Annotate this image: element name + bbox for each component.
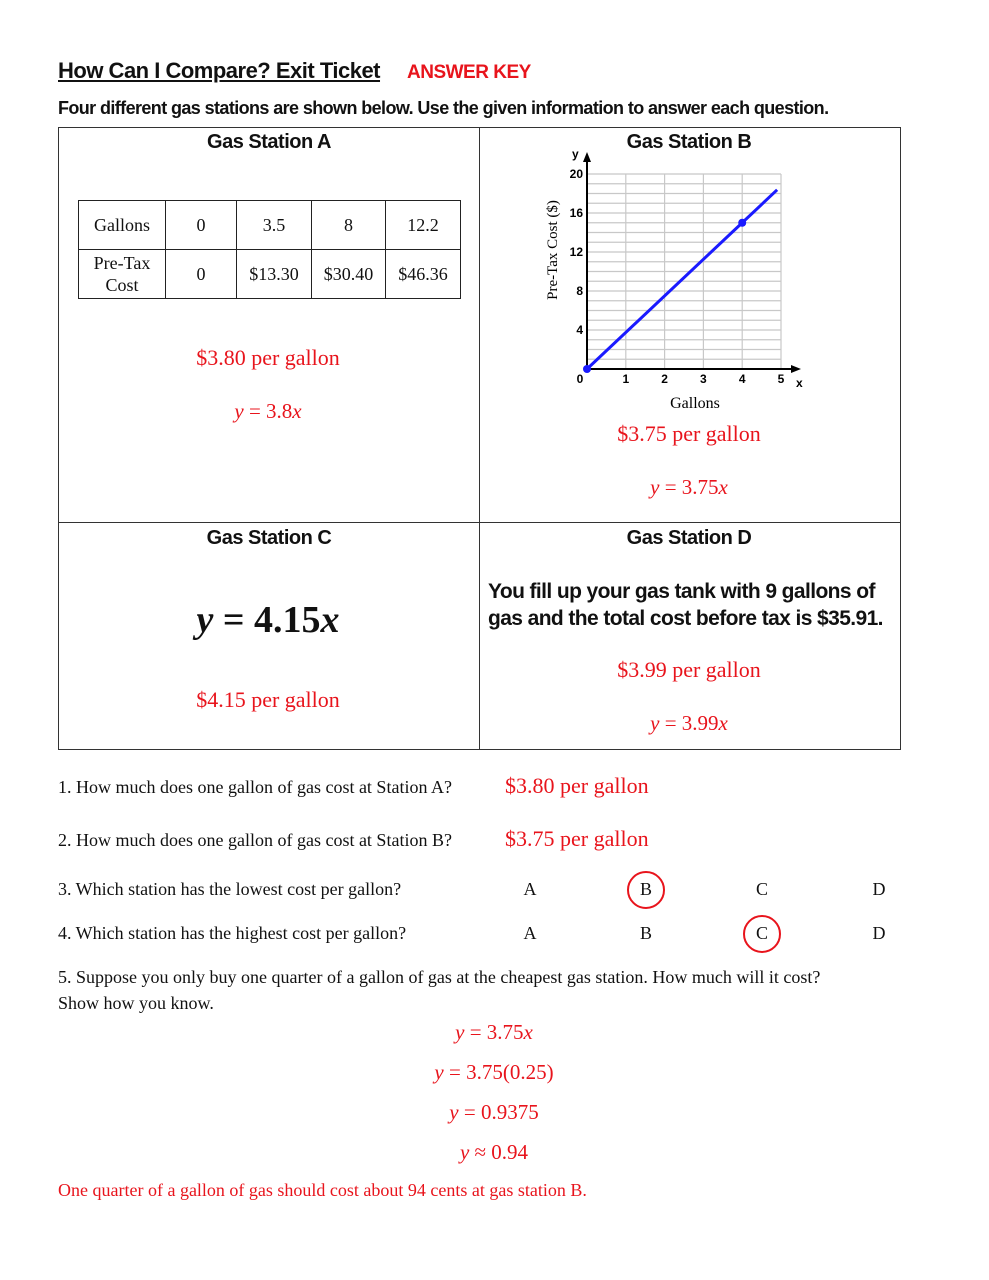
page-title: How Can I Compare? Exit Ticket [58,58,381,83]
selected-answer-circle [627,871,665,909]
y-axis-label: Pre-Tax Cost ($) [545,200,561,300]
table-row [79,250,461,299]
work-line-4 [460,1140,528,1165]
question-1-answer: $3.80 per gallon [505,773,649,798]
station-c-equation [196,598,339,642]
eq-text: = 3.75 [464,1020,524,1044]
instructions: Four different gas stations are shown below. Use the given information to answer each question. [58,98,829,118]
eq-var: y [434,1060,444,1084]
data-point [738,219,746,227]
y-tick-label: 4 [576,323,583,337]
eq-text: = 3.75 [659,475,719,499]
eq-text: = 3.99 [659,711,719,735]
eq-var: y [196,599,214,641]
question-2-answer: $3.75 per gallon [505,826,649,851]
y-axis-arrow-icon [583,152,591,162]
table-cell: 12.2 [386,201,461,250]
table-cell: 0 [166,201,237,250]
q3-option-b[interactable]: B [639,879,653,899]
x-tick-label: 1 [622,372,630,386]
eq-var: y [455,1020,465,1044]
eq-var: y [459,1140,470,1164]
eq-var: x [718,475,728,499]
y-tick-label: 12 [569,245,583,259]
table-cell: 3.5 [237,201,312,250]
table-cell: $46.36 [386,250,461,299]
x-tick-label: 0 [576,372,584,386]
y-axis-letter: y [572,147,579,161]
eq-text: = 3.8 [243,399,293,423]
divider [479,127,480,749]
table-cell: $30.40 [312,250,386,299]
q4-option-c[interactable]: C [755,923,769,943]
eq-var: x [523,1020,533,1044]
station-b-answer: $3.75 per gallon [617,421,761,446]
eq-text: ≈ 0.94 [469,1140,529,1164]
table-cell: Gallons [79,201,166,250]
station-a-table [78,200,461,299]
question-5: 5. Suppose you only buy one quarter of a gallon of gas at the cheapest gas station. How much will it cost? [58,967,821,987]
question-1: 1. How much does one gallon of gas cost at Station A? [58,777,452,797]
eq-var: x [320,599,340,641]
q4-option-b[interactable]: B [639,923,653,943]
conclusion: One quarter of a gallon of gas should cost about 94 cents at gas station B. [58,1180,587,1200]
x-tick-label: 5 [777,372,785,386]
station-d-equation [650,711,728,736]
table-cell: 0 [166,250,237,299]
work-line-2 [434,1060,553,1085]
eq-var: y [650,711,660,735]
series-line [587,190,777,369]
x-axis-label: Gallons [670,395,720,412]
selected-answer-circle [743,915,781,953]
y-tick-label: 16 [569,206,583,220]
eq-var: y [449,1100,459,1124]
x-tick-label: 3 [700,372,707,386]
table-cell: $13.30 [237,250,312,299]
x-axis-arrow-icon [791,365,801,373]
table-cell: Pre-Tax Cost [79,250,166,299]
eq-text: = 0.9375 [458,1100,539,1124]
station-d-description: You fill up your gas tank with 9 gallons of gas and the total cost before tax is $35.91. [488,580,883,630]
eq-var: y [650,475,660,499]
station-c-answer: $4.15 per gallon [196,687,340,712]
q3-option-d[interactable]: D [872,879,886,899]
x-tick-label: 4 [738,372,746,386]
eq-text: = 4.15 [213,599,321,641]
station-d-answer: $3.99 per gallon [617,657,761,682]
answer-key-label: ANSWER KEY [407,62,531,83]
q4-option-d[interactable]: D [872,923,886,943]
table-cell: 8 [312,201,386,250]
data-point [583,365,591,373]
divider [58,522,900,523]
question-5-line-2: Show how you know. [58,993,214,1013]
eq-var: x [292,399,302,423]
y-tick-label: 20 [569,167,583,181]
station-b-title: Gas Station B [626,131,752,153]
station-b-graph [530,140,820,420]
station-c-title: Gas Station C [206,527,332,549]
x-axis-letter: x [796,376,803,390]
station-a-equation [234,399,301,424]
work-line-3 [449,1100,538,1125]
y-tick-label: 8 [576,284,583,298]
station-a-answer: $3.80 per gallon [196,345,340,370]
question-4: 4. Which station has the highest cost per gallon? [58,923,407,943]
station-d-title: Gas Station D [626,527,752,549]
q3-option-a[interactable]: A [523,879,537,899]
work-line-1 [455,1020,533,1045]
station-a-title: Gas Station A [207,131,331,153]
question-2: 2. How much does one gallon of gas cost at Station B? [58,830,452,850]
x-tick-label: 2 [661,372,668,386]
q3-option-c[interactable]: C [755,879,769,899]
station-b-equation [650,475,728,500]
question-3: 3. Which station has the lowest cost per gallon? [58,879,402,899]
eq-var: x [718,711,728,735]
eq-var: y [234,399,244,423]
table-row [79,201,461,250]
eq-text: = 3.75(0.25) [443,1060,554,1084]
q4-option-a[interactable]: A [523,923,537,943]
